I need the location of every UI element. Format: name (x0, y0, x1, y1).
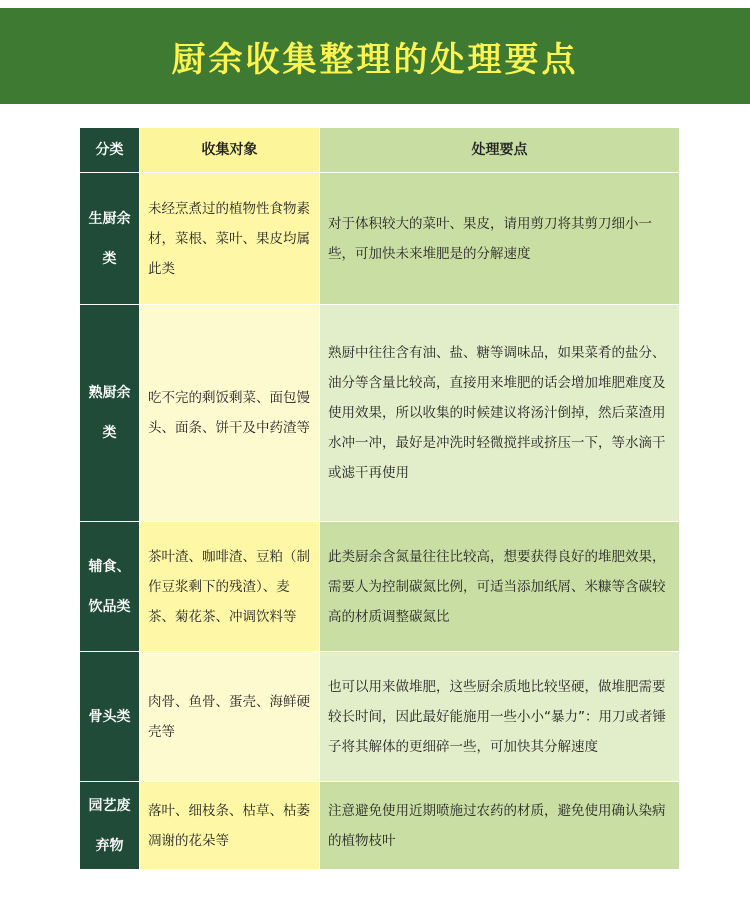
objects-cell: 未经烹煮过的植物性食物素材，菜根、菜叶、果皮均属此类 (140, 173, 320, 305)
waste-table (79, 127, 680, 870)
table-row (80, 652, 680, 782)
points-cell: 此类厨余含氮量往往比较高，想要获得良好的堆肥效果，需要人为控制碳氮比例，可适当添加纸屑、米糠等含碳较高的材质调整碳氮比 (320, 522, 680, 652)
table-row (80, 173, 680, 305)
table-header-row (80, 128, 680, 173)
category-cell: 骨头类 (80, 652, 140, 782)
points-cell: 对于体积较大的菜叶、果皮，请用剪刀将其剪刀细小一些，可加快未来堆肥是的分解速度 (320, 173, 680, 305)
page-title: 厨余收集整理的处理要点 (171, 39, 579, 80)
objects-cell: 茶叶渣、咖啡渣、豆粕（制作豆浆剩下的残渣）、麦茶、菊花茶、冲调饮料等 (140, 522, 320, 652)
objects-cell: 肉骨、鱼骨、蛋壳、海鲜硬壳等 (140, 652, 320, 782)
category-cell: 园艺废弃物 (80, 782, 140, 870)
header-objects: 收集对象 (140, 128, 320, 173)
category-cell: 熟厨余类 (80, 305, 140, 522)
header-category: 分类 (80, 128, 140, 173)
table-row (80, 782, 680, 870)
table-row (80, 305, 680, 522)
points-cell: 也可以用来做堆肥，这些厨余质地比较坚硬，做堆肥需要较长时间，因此最好能施用一些小小“暴力”：用刀或者锤子将其解体的更细碎一些，可加快其分解速度 (320, 652, 680, 782)
title-banner (0, 8, 750, 104)
objects-cell: 吃不完的剩饭剩菜、面包馒头、面条、饼干及中药渣等 (140, 305, 320, 522)
points-cell: 注意避免使用近期喷施过农药的材质，避免使用确认染病的植物枝叶 (320, 782, 680, 870)
objects-cell: 落叶、细枝条、枯草、枯萎凋谢的花朵等 (140, 782, 320, 870)
table-row (80, 522, 680, 652)
category-cell: 生厨余类 (80, 173, 140, 305)
category-cell: 辅食、饮品类 (80, 522, 140, 652)
points-cell: 熟厨中往往含有油、盐、糖等调味品，如果菜肴的盐分、油分等含量比较高，直接用来堆肥的话会增加堆肥难度及使用效果，所以收集的时候建议将汤汁倒掉，然后菜渣用水冲一冲，最好是冲洗时轻微搅拌或挤压一下，等水滴干或滤干再使用 (320, 305, 680, 522)
header-points: 处理要点 (320, 128, 680, 173)
